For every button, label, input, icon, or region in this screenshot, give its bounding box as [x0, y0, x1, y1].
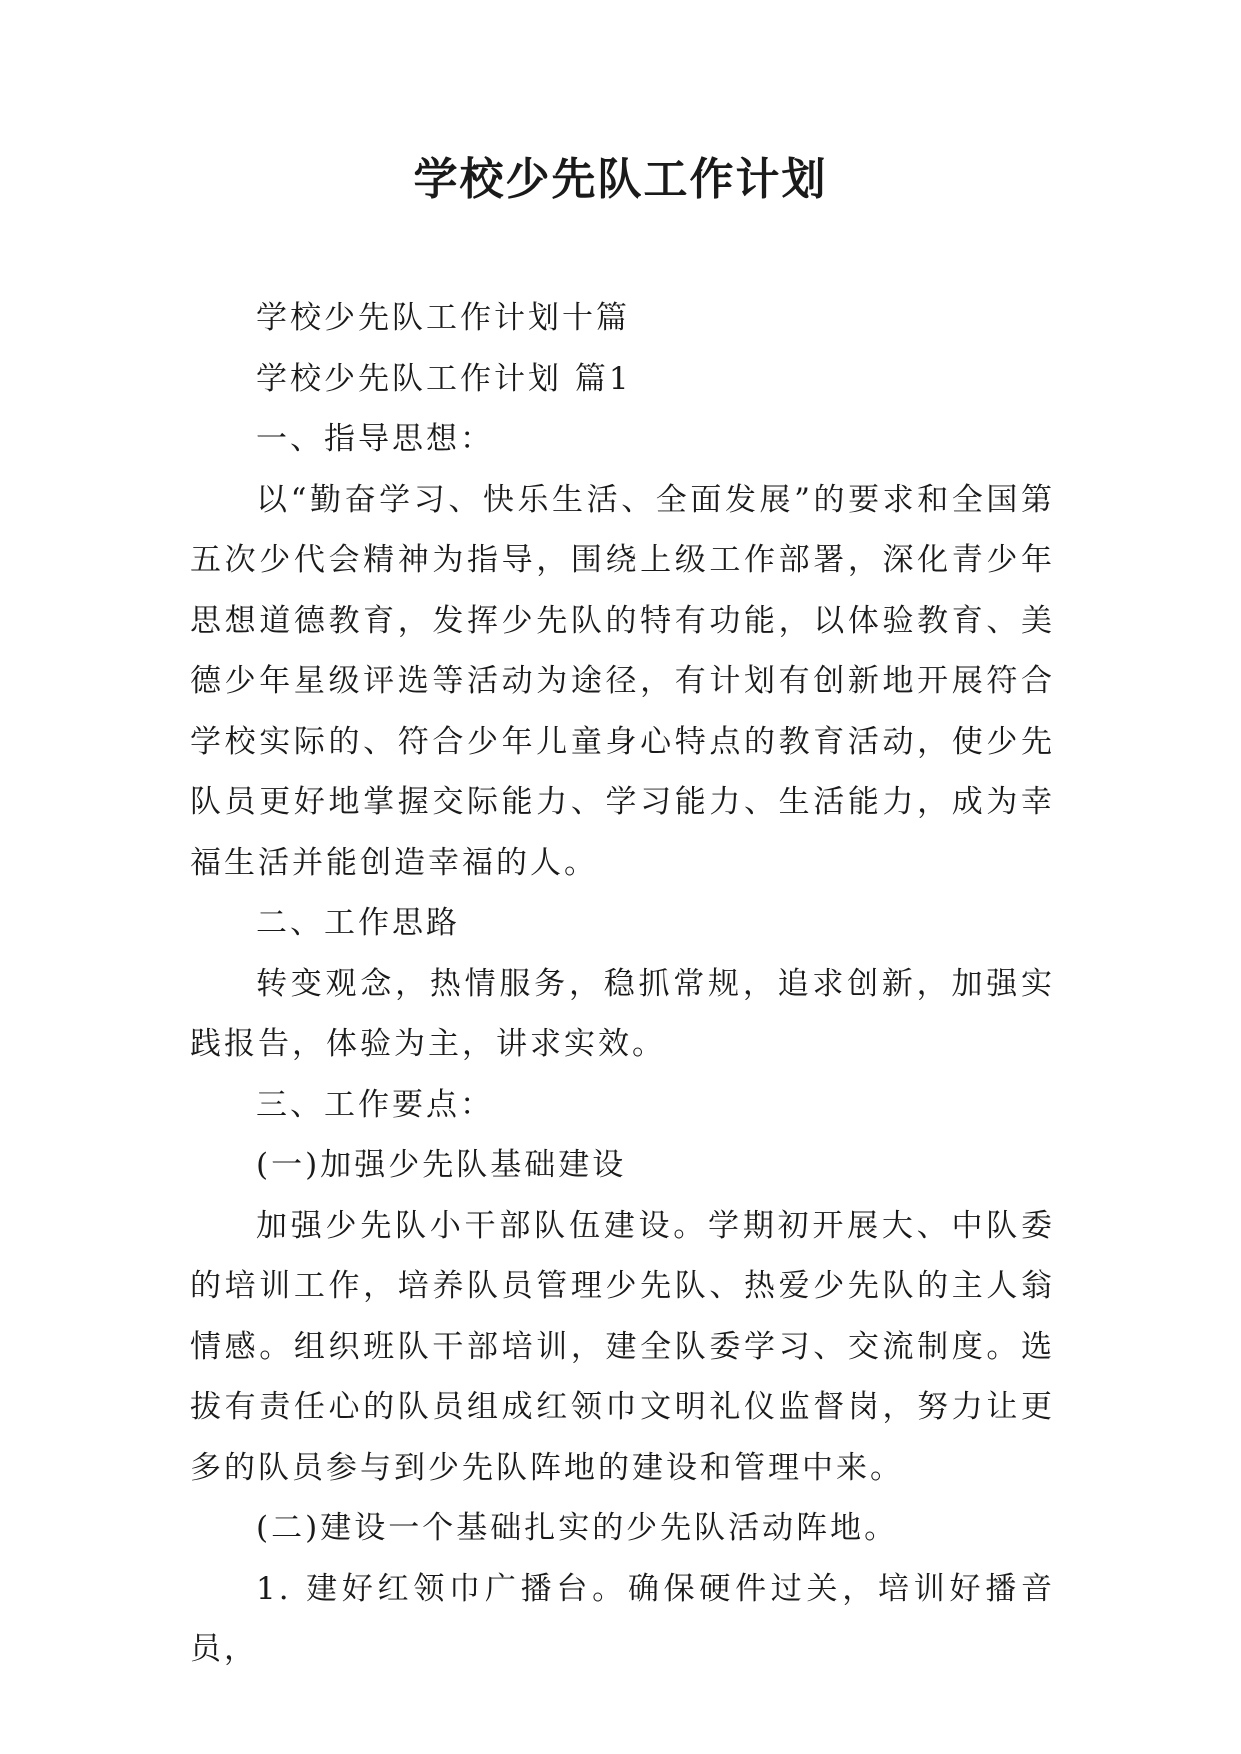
- paragraph-guiding-thought: 以“勤奋学习、快乐生活、全面发展”的要求和全国第五次少代会精神为指导，围绕上级工作部署，深化青少年思想道德教育，发挥少先队的特有功能，以体验教育、美德少年星级评选等活动为途径，有计划有创新地开展符合学校实际的、符合少年儿童身心特点的教育活动，使少先队员更好地掌握交际能力、学习能力、生活能力，成为幸福生活并能创造幸福的人。: [190, 481, 1055, 881]
- paragraph-heading-key-points: 三、工作要点：: [256, 1086, 494, 1123]
- paragraph-subtitle: 学校少先队工作计划十篇: [256, 300, 630, 336]
- paragraph-heading-work-approach: 二、工作思路: [256, 905, 460, 941]
- document-title: 学校少先队工作计划: [413, 154, 828, 205]
- paragraph-subheading-foundation: (一)加强少先队基础建设: [256, 1147, 627, 1183]
- paragraph-work-approach: 转变观念，热情服务，稳抓常规，追求创新，加强实践报告，体验为主，讲求实效。: [190, 965, 1055, 1062]
- paragraph-section-heading: 学校少先队工作计划 篇1: [256, 360, 632, 397]
- paragraph-list-item: 1. 建好红领巾广播台。确保硬件过关，培训好播音员，: [190, 1570, 1055, 1667]
- paragraph-foundation: 加强少先队小干部队伍建设。学期初开展大、中队委的培训工作，培养队员管理少先队、热爱少先队的主人翁情感。组织班队干部培训，建全队委学习、交流制度。选拔有责任心的队员组成红领巾文明礼仪监督岗，努力让更多的队员参与到少先队阵地的建设和管理中来。: [190, 1207, 1055, 1486]
- paragraph-heading-guiding-thought: 一、指导思想：: [256, 421, 494, 457]
- paragraph-subheading-activity-base: (二)建设一个基础扎实的少先队活动阵地。: [256, 1510, 899, 1546]
- document-body: [190, 288, 1055, 1680]
